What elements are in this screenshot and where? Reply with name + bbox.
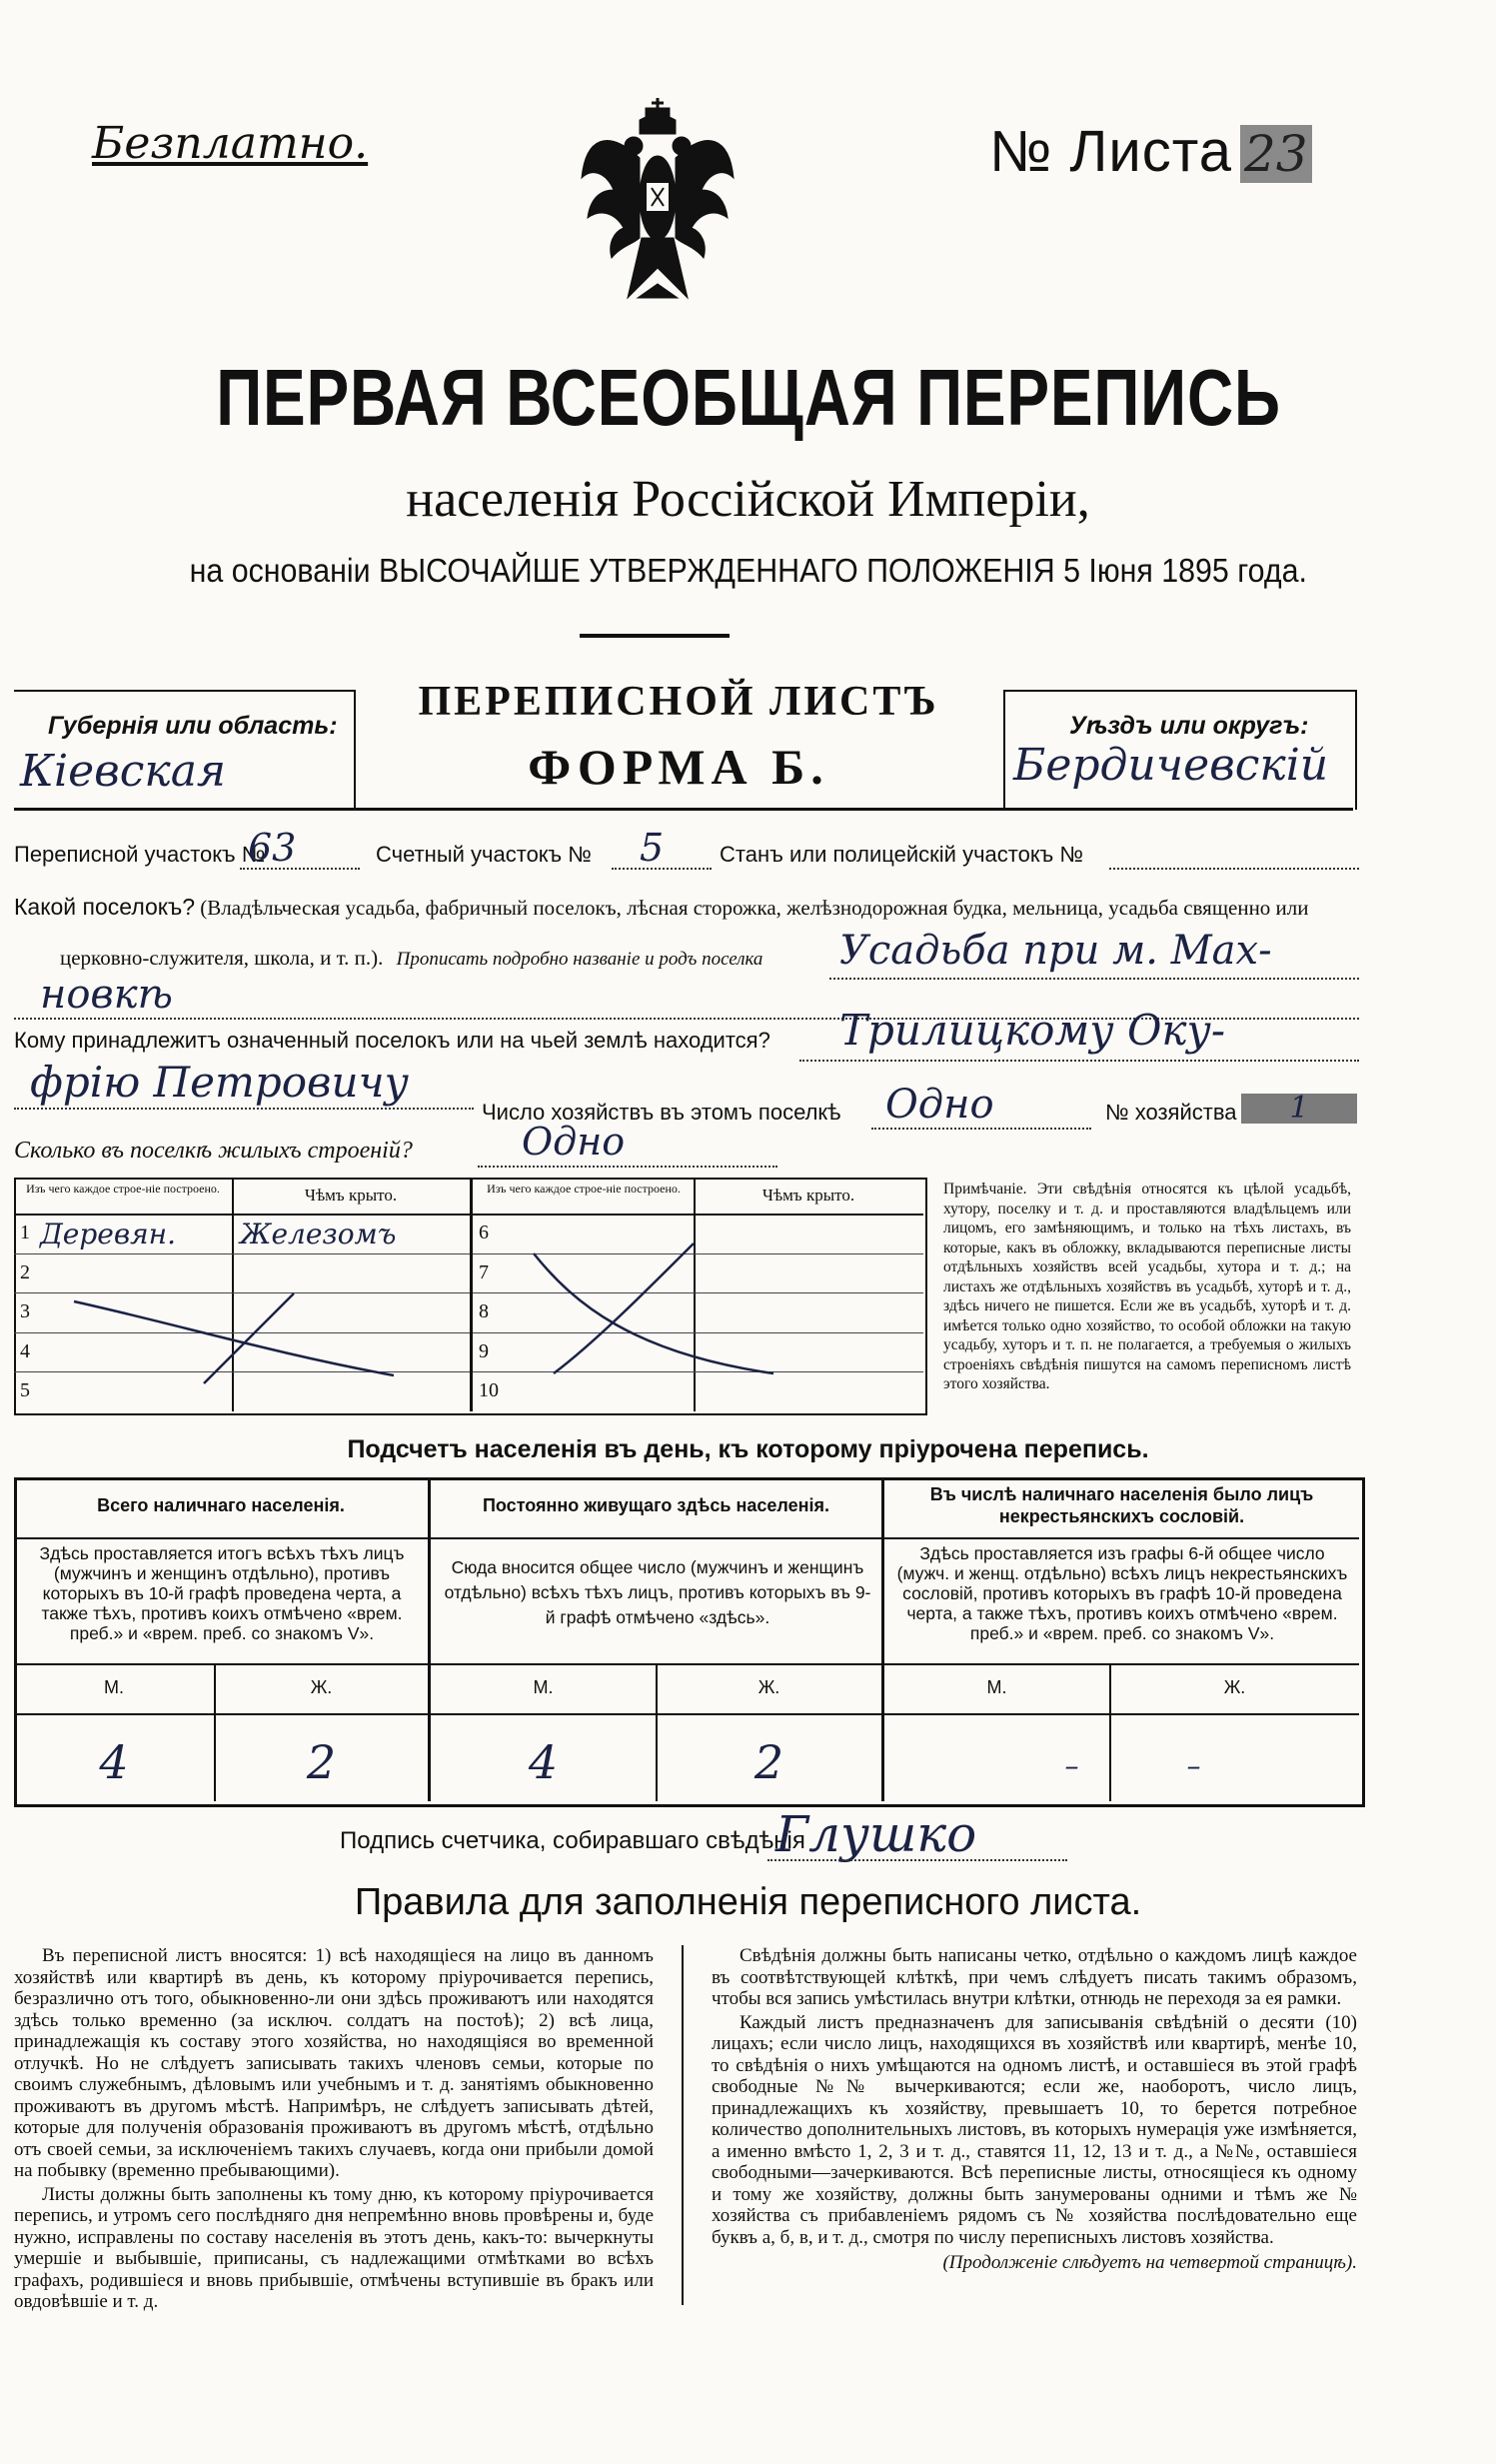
- owner-value-1[interactable]: Трилицкому Оку-: [839, 1006, 1226, 1055]
- pop-value-2[interactable]: 2: [306, 1735, 337, 1789]
- form-name: ФОРМА Б.: [528, 739, 829, 795]
- settlement-hint-line2: церковно-служителя, школа, и т. п.). Прописать подробно названіе и родъ поселка: [60, 946, 763, 970]
- buildings-dots: [478, 1166, 777, 1168]
- pop-zh-2: Ж.: [757, 1677, 780, 1697]
- building-row-number: 8: [479, 1300, 489, 1323]
- form-title: ПЕРЕПИСНОЙ ЛИСТЪ: [418, 679, 939, 725]
- title-rule: [580, 634, 730, 638]
- census-district-value[interactable]: 63: [248, 826, 297, 870]
- row1-material[interactable]: Деревян.: [40, 1218, 177, 1250]
- household-no-label: № хозяйства: [1105, 1100, 1237, 1125]
- rules-right-p2: Каждый листъ предназначенъ для записыванія свѣдѣній о десяти (10) лицахъ; если число лицъ, находящихся въ хозяйствѣ или квартирѣ, менѣе 10, то свѣдѣнія о нихъ умѣщаются на одномъ листѣ, и оставшіеся въ этой графѣ свободные №№ вычеркиваются; если же, наоборотъ, число лицъ, принадлежащихъ къ хозяйству, превышаетъ 10, то берется потребное количество дополнительныхъ листовъ, въ которыхъ нумерація уже измѣняется, а именно вмѣсто 1, 2, 3 и т. д., ставятся 11, 12, 13 и т. д., а №№, оставшіеся свободными—зачеркиваются. Всѣ переписные листы, относящіеся къ одному и тому же хозяйству, должны быть занумерованы одними и тѣмъ же № хозяйства съ прибавленіемъ рядомъ съ № хозяйства послѣдовательно еще буквъ а, б, в, и т. д., смотря по числу переписныхъ листовъ хозяйства.: [712, 2011, 1357, 2248]
- pop-value-6[interactable]: –: [1186, 1749, 1201, 1782]
- building-row-number: 6: [479, 1222, 489, 1243]
- col-material-left: Изъ чего каждое строе-ніе построено.: [26, 1182, 220, 1196]
- owner-dots-2: [14, 1108, 474, 1110]
- buildings-label: Сколько въ поселкѣ жилыхъ строеній?: [14, 1138, 413, 1164]
- settlement-instruction: Прописать подробно названіе и родъ поселка: [396, 949, 763, 970]
- pop-m-2: М.: [533, 1677, 554, 1697]
- building-row-number: 2: [20, 1260, 30, 1283]
- col-material-right: Изъ чего каждое строе-ніе построено.: [487, 1182, 681, 1196]
- pop-zh-1: Ж.: [310, 1677, 333, 1697]
- households-dots: [871, 1128, 1091, 1130]
- settlement-label: Какой поселокъ?: [14, 894, 196, 920]
- building-row-number: 10: [479, 1379, 499, 1402]
- imperial-eagle-emblem: [578, 98, 738, 320]
- signature-value[interactable]: Глушко: [775, 1805, 977, 1863]
- note: Примѣчаніе. Эти свѣдѣнія относятся къ цѣлой усадьбѣ, хутору, поселку и т. д. и проставляются владѣльцемъ или лицомъ, его замѣняющимъ, и только на тѣхъ листахъ, въ которые, какъ въ обложку, вкладываются переписные листы отдѣльныхъ хозяйствъ всей усадьбы, хутора и т. д.; на листахъ же отдѣльныхъ хозяйствъ въ усадьбѣ, хуторѣ и т. д., здѣсь ничего не пишется. Если же въ усадьбѣ, хуторѣ и т. д. имѣется только одно хозяйство, то особой обложки на такую усадьбу, хуторъ и т. п. не полагается, а требуемыя о жилыхъ строеніяхъ свѣдѣнія пишутся на самомъ переписномъ листѣ этого хозяйства.: [943, 1181, 1351, 1392]
- legal-basis: на основаніи ВЫСОЧАЙШЕ УТВЕРЖДЕННАГО ПОЛОЖЕНІЯ 5 Іюня 1895 года.: [189, 552, 1307, 589]
- building-row-number: 4: [20, 1339, 30, 1362]
- uezd-label: Уѣздъ или округъ:: [1069, 712, 1309, 740]
- col-roof-right: Чѣмъ крыто.: [761, 1186, 855, 1205]
- rules-left-column: [14, 1945, 654, 2315]
- pop-col2-title: Постоянно живущаго здѣсь населенія.: [482, 1495, 829, 1515]
- rules-title: Правила для заполненія переписного листа.: [354, 1881, 1142, 1923]
- rules-left-p1: Въ переписной листъ вносятся: 1) всѣ находящіеся на лицо въ данномъ хозяйствѣ или квартирѣ въ день, къ которому пріурочивается перепись, безразлично отъ того, обыкновенно-ли они здѣсь проживаютъ или находятся здѣсь только временно (за исключ. солдатъ на постоѣ); 2) всѣ лица, принадлежащія къ составу этого хозяйства, но находящіяся во временной отлучкѣ. Но не слѣдуетъ записывать такихъ членовъ семьи, которые по своимъ служебнымъ, дѣловымъ или учебнымъ и т. д. занятіямъ обыкновенно проживаютъ въ другомъ мѣстѣ. Напримѣръ, не слѣдуетъ записывать дѣтей, которые для полученія образованія проживаютъ въ другомъ мѣстѣ, отдѣльно отъ своей семьи, за исключеніемъ такихъ случаевъ, когда они прибыли домой на побывку (временно пребывающими).: [14, 1945, 654, 2181]
- rules-continued: (Продолженіе слѣдуетъ на четвертой страницѣ).: [942, 2252, 1357, 2273]
- col-roof-left: Чѣмъ крыто.: [304, 1186, 398, 1205]
- pop-col1-title: Всего наличнаго населенія.: [97, 1495, 345, 1515]
- stan-dots: [1109, 868, 1359, 870]
- pop-col3-title: Въ числѣ наличнаго населенія было лицъ некрестьянскихъ сословій.: [929, 1484, 1314, 1526]
- pop-m-3: М.: [986, 1677, 1007, 1697]
- gubernia-label: Губернія или область:: [48, 712, 338, 740]
- row1-roof[interactable]: Железомъ: [240, 1218, 397, 1250]
- count-district-dots: [612, 868, 712, 870]
- settlement-value-1[interactable]: Усадьба при м. Мах-: [839, 928, 1272, 974]
- building-row-number: 9: [479, 1339, 489, 1362]
- rules-left-p2: Листы должны быть заполнены къ тому дню, къ которому пріурочивается перепись, и утромъ сего послѣдняго дня непремѣнно вновь провѣрены и, буде нужно, исправлены по составу населенія въ этотъ день, какъ-то: вычеркнуты умершіе и выбывшіе, приписаны, съ надлежащими отмѣтками во всѣхъ графахъ, родившіеся и вновь прибывшіе, отмѣчены вступившіе въ бракъ или овдовѣвшіе и т. д.: [14, 2183, 654, 2312]
- strike-marks: [14, 1214, 923, 1411]
- pop-value-3[interactable]: 4: [528, 1735, 559, 1789]
- settlement-dots-1: [829, 978, 1359, 980]
- rules-divider: [682, 1945, 684, 2305]
- count-district-value[interactable]: 5: [640, 826, 665, 870]
- subtitle: населенія Россійской Имперіи,: [406, 471, 1090, 528]
- settlement-hint: (Владѣльческая усадьба, фабричный поселокъ, лѣсная сторожка, желѣзнодорожная будка, мельница, усадьба священно или: [200, 896, 1309, 920]
- pop-col2-desc: Сюда вносится общее число (мужчинъ и женщинъ отдѣльно) всѣхъ тѣхъ лицъ, противъ которыхъ въ 9-й графѣ отмѣчено «здѣсь».: [444, 1557, 871, 1627]
- building-row-number: 1: [20, 1222, 30, 1243]
- settlement-line: [14, 894, 1353, 921]
- sheet-number: [989, 118, 1389, 198]
- household-no-value[interactable]: 1: [1241, 1094, 1357, 1124]
- uezd-value[interactable]: Бердичевскій: [1013, 740, 1329, 791]
- building-row-number: 5: [20, 1379, 30, 1402]
- sheet-number-label: № Листа: [989, 119, 1232, 184]
- owner-dots-1: [799, 1060, 1359, 1062]
- count-district-label: Счетный участокъ №: [376, 842, 592, 867]
- owner-label: Кому принадлежитъ означенный поселокъ или на чьей землѣ находится?: [14, 1028, 770, 1053]
- pop-value-4[interactable]: 2: [753, 1735, 784, 1789]
- population-heading: Подсчетъ населенія въ день, къ которому пріурочена перепись.: [347, 1435, 1149, 1463]
- settlement-value-2[interactable]: новкѣ: [40, 972, 173, 1018]
- rules-right-column: [712, 1945, 1357, 2274]
- building-row-number: 3: [20, 1300, 30, 1323]
- stan-label: Станъ или полицейскій участокъ №: [720, 842, 1083, 867]
- buildings-value[interactable]: Одно: [522, 1120, 626, 1164]
- building-row-number: 7: [479, 1260, 489, 1283]
- census-district-dots: [240, 868, 360, 870]
- pop-value-1[interactable]: 4: [99, 1735, 129, 1789]
- sheet-number-value: 23: [1240, 125, 1312, 183]
- pop-value-5[interactable]: –: [1064, 1749, 1079, 1782]
- census-district-label: Переписной участокъ №: [14, 842, 266, 867]
- pop-m-1: М.: [104, 1677, 124, 1697]
- pop-col1-desc: Здѣсь проставляется итогъ всѣхъ тѣхъ лицъ (мужчинъ и женщинъ отдѣльно), противъ которыхъ въ 10-й графѣ проведена черта, а также тѣхъ, противъ коихъ отмѣчено «врем. преб.» и «врем. преб. со знакомъ V».: [39, 1543, 405, 1643]
- signature-dots: [767, 1859, 1067, 1861]
- gubernia-value[interactable]: Кіевская: [20, 746, 227, 797]
- pop-zh-3: Ж.: [1223, 1677, 1246, 1697]
- pop-col3-desc: Здѣсь проставляется изъ графы 6-й общее число (мужч. и женщ. отдѣльно) всѣхъ лицъ некрестьянскихъ сословій, противъ которыхъ въ графѣ 10-й проведена черта, а также тѣхъ, противъ коихъ отмѣчено «врем. преб.» и «врем. преб. со знакомъ V».: [896, 1543, 1348, 1643]
- signature-label: Подпись счетчика, собиравшаго свѣдѣнія: [340, 1827, 805, 1854]
- page-title: ПЕРВАЯ ВСЕОБЩАЯ ПЕРЕПИСЬ: [215, 353, 1281, 442]
- households-value[interactable]: Одно: [885, 1082, 994, 1128]
- rules-right-p1: Свѣдѣнія должны быть написаны четко, отдѣльно о каждомъ лицѣ каждое въ соотвѣтствующей клѣткѣ, при чемъ слѣдуетъ писать такимъ образомъ, чтобы вся запись умѣстилась внутри клѣтки, отнюдь не переходя за ея рамки.: [712, 1945, 1357, 2009]
- households-label: Число хозяйствъ въ этомъ поселкѣ: [482, 1100, 841, 1125]
- free-label: Безплатно.: [92, 118, 369, 169]
- owner-value-2[interactable]: фрію Петровичу: [30, 1058, 409, 1107]
